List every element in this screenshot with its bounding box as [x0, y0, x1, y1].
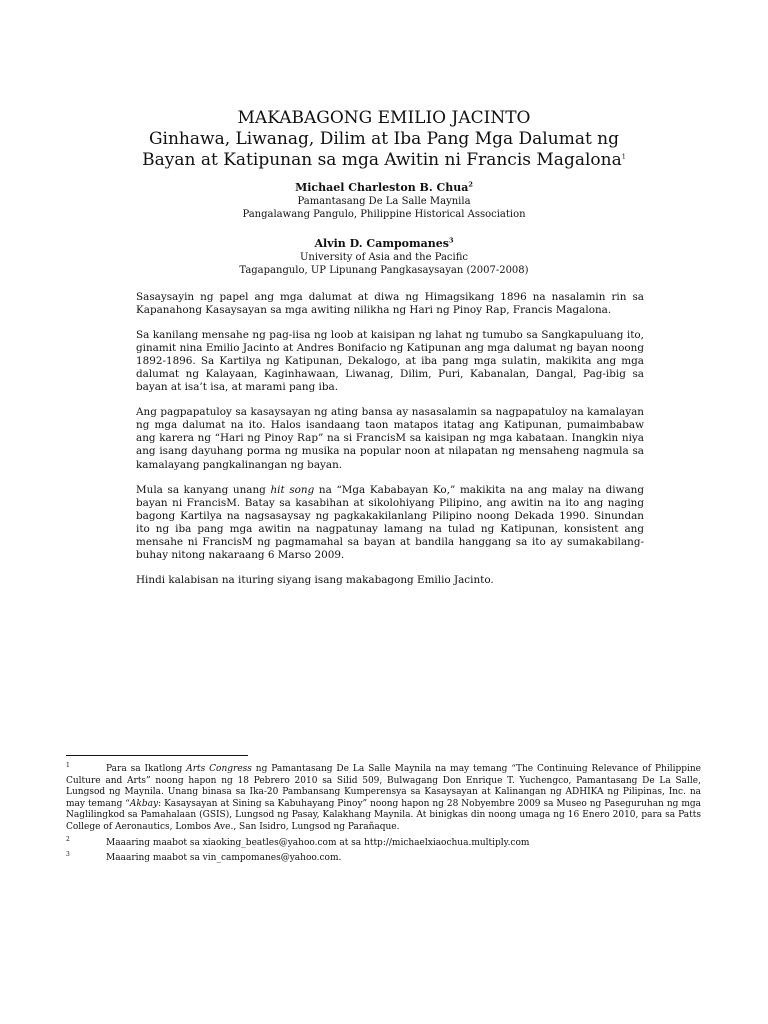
abstract-paragraph-2: Sa kanilang mensahe ng pag-iisa ng loob at kaisipan ng lahat ng tumubo sa Sangkapuluang ito, ginamit nina Emilio Jacinto at Andres Bonifacio ng Katipunan ang mga dalumat ng bayan noong 1892-1896. Sa Kartilya ng Katipunan, Dekalogo, at iba pang mga sulatin, makikita ang mga dalumat ng Kalayaan, Kaginhawaan, Liwanag, Dilim, Puri, Kabanalan, Dangal, Pag-ibig sa bayan at isa’t isa, at marami pang iba. [136, 329, 644, 394]
author-name-text: Alvin D. Campomanes [314, 237, 449, 250]
footnotes [66, 760, 701, 865]
subtitle-text: Bayan at Katipunan sa mga Awitin ni Francis Magalona [142, 150, 622, 170]
footnote-1 [66, 760, 701, 834]
footnote-marker: 2 [468, 180, 473, 189]
text-run: na “Mga Kababayan Ko,” makikita na ang malay na diwang bayan ni FrancisM. Batay sa kasabihan at sikolohiyang Pilipino, ang awitin na ito ang naging bagong Kartilya na nagsasaysay ng pagkakakilanlang Pilipino noong Dekada 1990. Sinundan ito ng iba pang mga awitin na nagpatunay lamang na tulad ng Katipunan, konsistent ang mensahe ni FrancisM ng pagmamahal sa bayan at bandila hanggang sa ito ay sumakabilang-buhay nitong nakaraang 6 Marso 2009. [136, 483, 644, 561]
paper-title: MAKABAGONG EMILIO JACINTO [237, 108, 531, 128]
italic-term: Arts Congress [186, 764, 252, 774]
footnote-marker: 3 [448, 236, 454, 245]
footnote-2 [66, 834, 701, 850]
italic-term: Akbay [129, 798, 159, 809]
abstract-paragraph-5: Hindi kalabisan na ituring siyang isang makabagong Emilio Jacinto. [136, 573, 494, 586]
footnote-separator [66, 755, 248, 756]
author-block-1 [80, 180, 688, 221]
paper-subtitle-line1: Ginhawa, Liwanag, Dilim at Iba Pang Mga Dalumat ng [148, 129, 620, 149]
title-block [80, 108, 688, 171]
text-run: Para sa Ikatlong [106, 764, 187, 774]
author-position: Tagapangulo, UP Lipunang Pangkasaysayan (2007-2008) [239, 265, 529, 276]
text-run: : Kasaysayan at Sining sa Kabuhayang Pinoy” noong hapon ng 28 Nobyembre 2009 sa Museo ng Paseguruhan ng mga Naglilingkod sa Pamahalaan (GSIS), Lungsod ng Pasay, Kalakhang Maynila. At binigkas din noong umaga ng 16 Enero 2010, para sa Patts College of Aeronautics, Lombos Ave., San Isidro, Lungsod ng Parañaque. [66, 798, 701, 832]
abstract-paragraph-1: Sasaysayin ng papel ang mga dalumat at diwa ng Himagsikang 1896 na nasalamin rin sa Kapanahong Kasaysayan sa mga awiting nilikha ng Hari ng Pinoy Rap, Francis Magalona. [136, 291, 644, 317]
italic-term: hit song [270, 483, 315, 496]
author-name [80, 180, 688, 195]
footnote-number: 1 [66, 762, 70, 769]
author-name [80, 236, 688, 251]
abstract-paragraph-4 [136, 484, 644, 562]
text-run: ng Pamantasang De La Salle Maynila na may temang “The Continuing Relevance of Philippine Culture and Arts” noong hapon ng 18 Pebrero 2010 sa Silid 509, Bulwagang Don Enrique T. Yuchengco, Pamantasang De La Salle, Lungsod ng Maynila. Unang binasa sa Ika-20 Pambansang Kumperensya sa Kasaysayan at Kalinangan ng ADHIKA ng Pilipinas, Inc. na may temang “ [66, 764, 701, 809]
author-block-2 [80, 236, 688, 277]
author-position: Pangalawang Pangulo, Philippine Historical Association [242, 209, 526, 220]
paper-subtitle-line2 [80, 150, 688, 171]
footnote-3 [66, 849, 701, 865]
author-affiliation: University of Asia and the Pacific [299, 252, 469, 263]
footnote-number: 2 [66, 835, 70, 843]
footnote-text: Maaaring maabot sa xiaoking_beatles@yahoo.com at sa http://michaelxiaochua.multiply.com [106, 837, 530, 848]
author-name-text: Michael Charleston B. Chua [295, 181, 469, 194]
text-run: Mula sa kanyang unang [136, 483, 271, 496]
abstract-paragraph-3: Ang pagpapatuloy sa kasaysayan ng ating bansa ay nasasalamin sa nagpapatuloy na kamalayan ng mga dalumat na ito. Halos isandaang taon matapos itatag ang Katipunan, pumaimbabaw ang karera ng “Hari ng Pinoy Rap” na si FrancisM sa kaisipan ng mga kabataan. Inangkin niya ang isang dayuhang porma ng musika na popular noon at nilapatan ng mensaheng nagmula sa kamalayang pangkalinangan ng bayan. [136, 406, 644, 471]
footnote-marker: 1 [621, 152, 626, 161]
footnote-text: Maaaring maabot sa vin_campomanes@yahoo.com. [106, 853, 342, 864]
footnote-number: 3 [66, 851, 70, 859]
author-affiliation: Pamantasang De La Salle Maynila [297, 196, 471, 207]
abstract [136, 291, 644, 599]
